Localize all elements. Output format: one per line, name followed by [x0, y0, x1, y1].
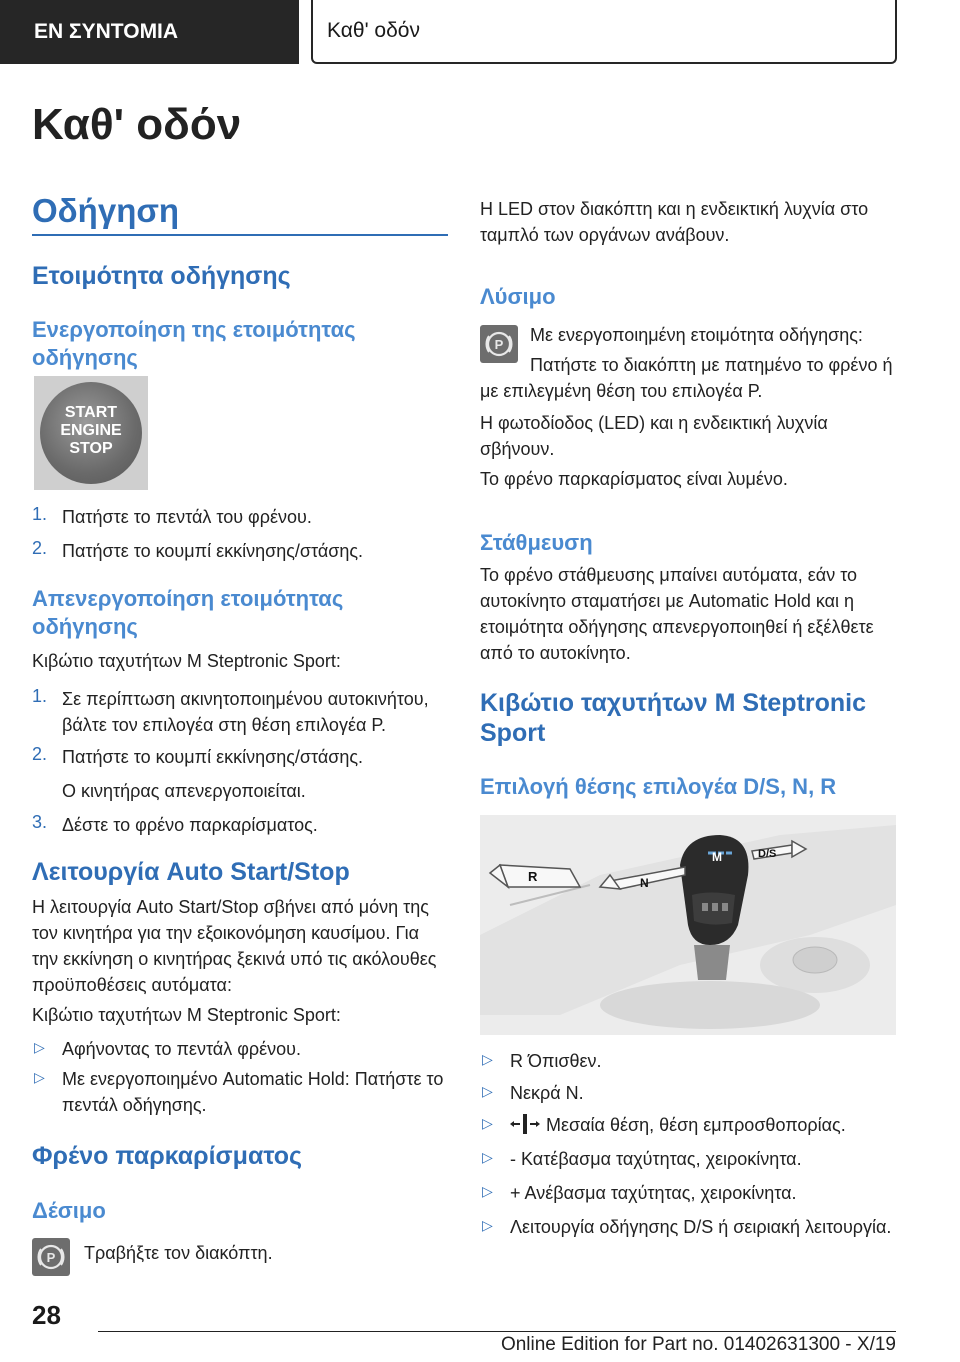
autostart-text: Η λειτουργία Auto Start/Stop σβήνει από μόνη της τον κινητήρα για την εξοικονόμηση καυσίμου. Για την εκκίνηση ο κινητήρας ξεκινά υπό τις ακόλουθες προϋποθέσεις αυτόματα:: [32, 897, 437, 995]
list-item-text: Νεκρά N.: [510, 1083, 584, 1103]
svg-text:M: M: [712, 850, 722, 864]
list-item: [480, 1080, 896, 1112]
start-engine-stop-label: START ENGINE STOP: [60, 404, 122, 457]
step-number: 1.: [32, 504, 48, 524]
start-engine-button-image: [34, 376, 148, 490]
footer-edition: Online Edition for Part no. 01402631300 - X/19: [500, 1334, 896, 1355]
triangle-bullet-icon: ▷: [34, 1069, 45, 1085]
chapter-tab[interactable]: ΕΝ ΣΥΝΤΟΜΙΑ: [0, 0, 299, 64]
list-item: [480, 1112, 896, 1146]
step-number: 1.: [32, 686, 48, 706]
selector-neutral-position-icon: [508, 1112, 542, 1136]
triangle-bullet-icon: ▷: [482, 1217, 493, 1233]
parking-heading: Στάθμευση: [480, 530, 593, 555]
list-item: [32, 812, 448, 846]
deactivate-heading: Απενεργοποίηση ετοιμότητας οδήγησης: [32, 586, 344, 639]
svg-text:P: P: [494, 337, 504, 352]
list-item: [480, 1146, 896, 1180]
list-item-text: Λειτουργία οδήγησης D/S ή σειριακή λειτουργία.: [510, 1217, 892, 1237]
section-tab[interactable]: Καθ' οδόν: [311, 0, 897, 64]
triangle-bullet-icon: ▷: [34, 1039, 45, 1055]
step-text: Σε περίπτωση ακινητοποιημένου αυτοκινήτου, βάλτε τον επιλογέα στη θέση επιλογέα P.: [62, 689, 429, 735]
step-number: 3.: [32, 812, 48, 832]
step-text: Πατήστε το κουμπί εκκίνησης/στάσης.: [62, 541, 364, 561]
list-item: [32, 1036, 448, 1066]
page-title: Καθ' οδόν: [32, 100, 242, 149]
list-item-text: - Κατέβασμα ταχύτητας, χειροκίνητα.: [510, 1149, 802, 1169]
readiness-heading: Ετοιμότητα οδήγησης: [32, 262, 291, 290]
gear-label-r: R: [528, 869, 538, 884]
release-line-3: Η φωτοδίοδος (LED) και η ενδεικτική λυχνία σβήνουν.: [480, 413, 828, 459]
page-number: 28: [32, 1300, 61, 1330]
list-item: [32, 744, 448, 778]
step-number: 2.: [32, 744, 48, 764]
step-text: Πατήστε το κουμπί εκκίνησης/στάσης.: [62, 747, 364, 767]
list-item: [480, 1180, 896, 1214]
triangle-bullet-icon: ▷: [482, 1149, 493, 1165]
parking-text: Το φρένο στάθμευσης μπαίνει αυτόματα, εάν το αυτοκίνητο σταματήσει με Automatic Hold και η ετοιμότητα οδήγησης απενεργοποιηθεί ή εξέλθετε από το αυτοκίνητο.: [480, 565, 874, 663]
gear-selector-illustration: [480, 815, 896, 1035]
triangle-bullet-icon: ▷: [482, 1083, 493, 1099]
list-item: [32, 686, 448, 744]
step-number: 2.: [32, 538, 48, 558]
release-line-1: Με ενεργοποιημένη ετοιμότητα οδήγησης:: [530, 325, 863, 345]
list-item-text: + Ανέβασμα ταχύτητας, χειροκίνητα.: [510, 1183, 797, 1203]
list-item: [32, 504, 448, 538]
list-item-text: Αφήνοντας το πεντάλ φρένου.: [62, 1039, 302, 1059]
list-item: [32, 538, 448, 572]
list-item-text: Με ενεργοποιημένο Automatic Hold: Πατήστε το πεντάλ οδήγησης.: [62, 1069, 444, 1115]
parking-brake-heading: Φρένο παρκαρίσματος: [32, 1142, 303, 1170]
release-heading: Λύσιμο: [480, 284, 556, 309]
step-text: Πατήστε το πεντάλ του φρένου.: [62, 507, 312, 527]
autostart-gearbox: Κιβώτιο ταχυτήτων M Steptronic Sport:: [32, 1005, 341, 1025]
release-line-4: Το φρένο παρκαρίσματος είναι λυμένο.: [480, 469, 788, 489]
footer-rule: [98, 1331, 896, 1332]
svg-text:P: P: [46, 1250, 56, 1265]
step-text: Δέστε το φρένο παρκαρίσματος.: [62, 815, 318, 835]
gearbox-heading: Κιβώτιο ταχυτήτων M Steptronic Sport: [480, 689, 867, 747]
apply-text: Τραβήξτε τον διακόπτη.: [84, 1243, 273, 1263]
gear-label-ds: D/S: [758, 848, 777, 860]
autostart-list: [32, 1036, 448, 1124]
step-text: Ο κινητήρας απενεργοποιείται.: [62, 781, 306, 801]
list-item-text: Μεσαία θέση, θέση εμπροσθοπορίας.: [546, 1115, 846, 1135]
gearbox-label: Κιβώτιο ταχυτήτων M Steptronic Sport:: [32, 651, 341, 671]
gear-label-n: N: [640, 876, 649, 890]
list-item-text: R Όπισθεν.: [510, 1051, 602, 1071]
selector-heading: Επιλογή θέσης επιλογέα D/S, N, R: [480, 774, 837, 799]
release-line-2: Πατήστε το διακόπτη με πατημένο το φρένο ή με επιλεγμένη θέση του επιλογέα P.: [480, 355, 893, 401]
triangle-bullet-icon: ▷: [482, 1051, 493, 1067]
list-item: [32, 778, 448, 812]
list-item: [480, 1214, 896, 1272]
apply-heading: Δέσιμο: [32, 1198, 106, 1223]
activate-heading: Ενεργοποίηση της ετοιμότητας οδήγησης: [32, 317, 356, 370]
section-rule: [32, 234, 448, 236]
driving-heading: Οδήγηση: [32, 192, 180, 229]
parking-brake-switch-icon: [32, 1238, 70, 1276]
triangle-bullet-icon: ▷: [482, 1183, 493, 1199]
gear-items-list: [480, 1048, 896, 1272]
led-text: Η LED στον διακόπτη και η ενδεικτική λυχνία στο ταμπλό των οργάνων ανάβουν.: [480, 199, 869, 245]
deactivate-steps: [32, 686, 448, 846]
autostart-heading: Λειτουργία Auto Start/Stop: [32, 858, 350, 886]
triangle-bullet-icon: ▷: [482, 1115, 493, 1131]
list-item: [32, 1066, 448, 1124]
list-item: [480, 1048, 896, 1080]
activate-steps: [32, 504, 448, 572]
